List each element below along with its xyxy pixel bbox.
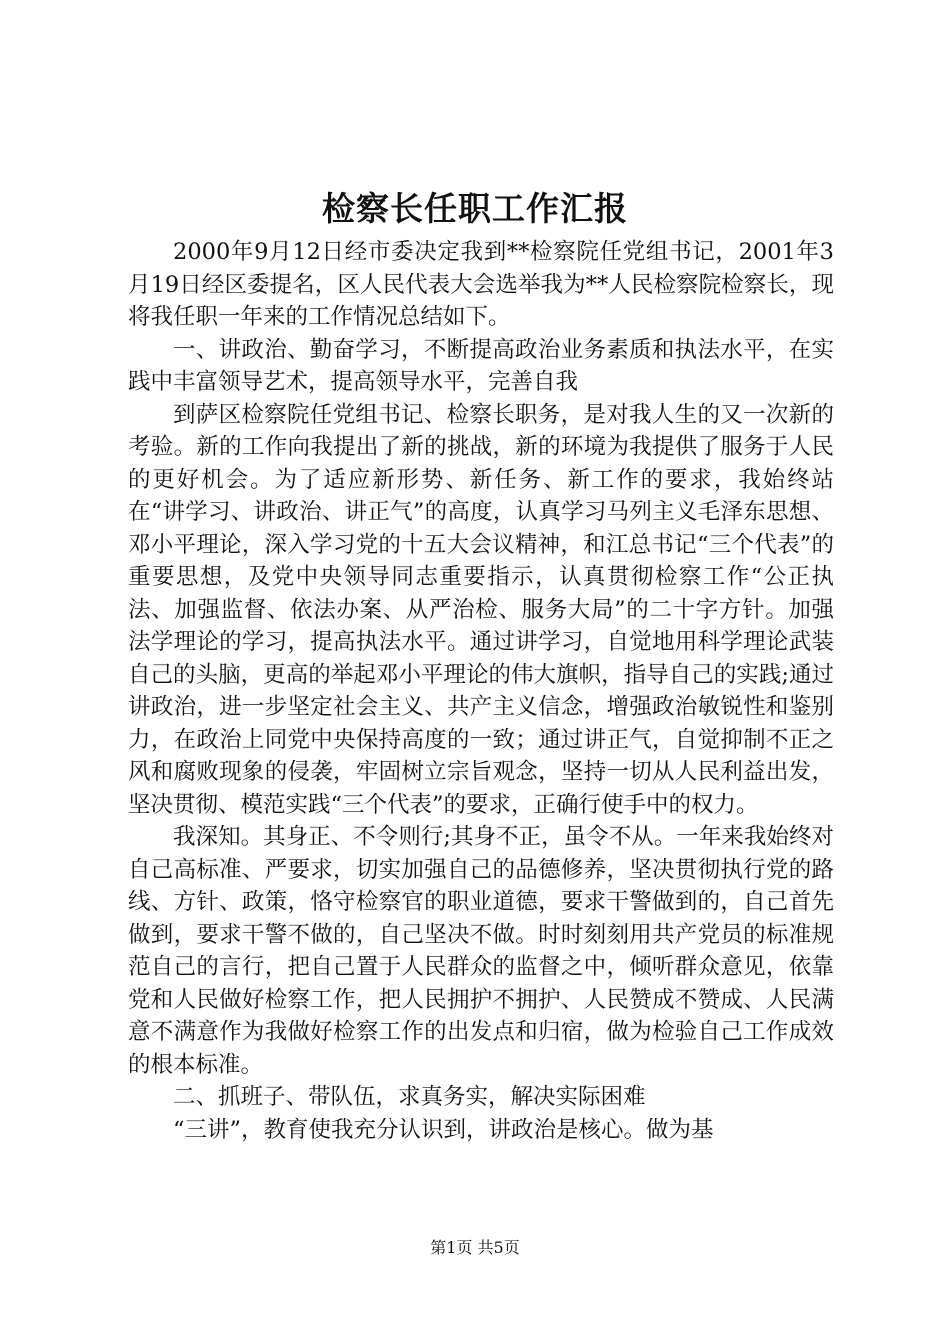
document-body (128, 236, 834, 1146)
paragraph-intro: 2000年9月12日经市委决定我到**检察院任党组书记，2001年3月19日经区委提名，区人民代表大会选举我为**人民检察院检察长，现将我任职一年来的工作情况总结如下。 (128, 239, 834, 330)
page-number-footer: 第1页 共5页 (430, 1238, 520, 1257)
section-heading-2: 二、抓班子、带队伍，求真务实，解决实际困难 (173, 1084, 646, 1110)
paragraph-study: 到萨区检察院任党组书记、检察长职务，是对我人生的又一次新的考验。新的工作向我提出了新的挑战，新的环境为我提供了服务于人民的更好机会。为了适应新形势、新任务、新工作的要求，我始终站在“讲学习、讲政治、讲正气”的高度，认真学习马列主义毛泽东思想、邓小平理论，深入学习党的十五大会议精神，和江总书记“三个代表”的重要思想，及党中央领导同志重要指示，认真贯彻检察工作“公正执法、加强监督、依法办案、从严治检、服务大局”的二十字方针。加强法学理论的学习，提高执法水平。通过讲学习，自觉地用科学理论武装自己的头脑，更高的举起邓小平理论的伟大旗帜，指导自己的实践;通过讲政治，进一步坚定社会主义、共产主义信念，增强政治敏锐性和鉴别力，在政治上同党中央保持高度的一致；通过讲正气，自觉抑制不正之风和腐败现象的侵袭，牢固树立宗旨观念，坚持一切从人民利益出发，坚决贯彻、模范实践“三个代表”的要求，正确行使手中的权力。 (128, 401, 834, 818)
paragraph-three-talks: “三讲”，教育使我充分认识到，讲政治是核心。做为基 (173, 1116, 714, 1143)
document-title: 检察长任职工作汇报 (322, 189, 628, 228)
paragraph-self-discipline: 我深知。其身正、不令则行;其身不正，虽令不从。一年来我始终对自己高标准、严要求，切实加强自己的品德修养，坚决贯彻执行党的路线、方针、政策，恪守检察官的职业道德，要求干警做到的，自己首先做到，要求干警不做的，自己坚决不做。时时刻刻用共产党员的标准规范自己的言行，把自己置于人民群众的监督之中，倾听群众意见，依靠党和人民做好检察工作，把人民拥护不拥护、人民赞成不赞成、人民满意不满意作为我做好检察工作的出发点和归宿，做为检验自己工作成效的根本标准。 (128, 824, 834, 1078)
section-heading-1: 一、讲政治、勤奋学习，不断提高政治业务素质和执法水平，在实践中丰富领导艺术，提高领导水平，完善自我 (128, 336, 834, 395)
